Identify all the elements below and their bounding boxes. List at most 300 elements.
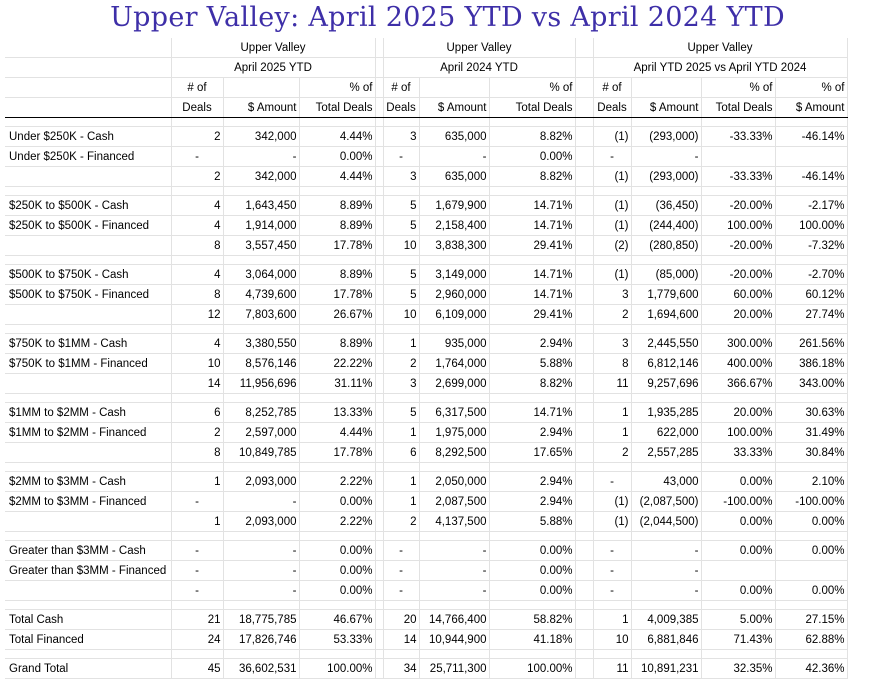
subtotal-row <box>5 236 847 256</box>
spacer-cell <box>631 187 701 196</box>
column-gap <box>575 472 593 492</box>
table-row <box>5 216 847 236</box>
value-cell: 46.67% <box>299 610 375 630</box>
value-cell: 0.00% <box>489 561 575 581</box>
spacer-cell <box>419 118 489 127</box>
value-cell: 2 <box>171 423 223 443</box>
spacer-cell <box>489 394 575 403</box>
value-cell: 6,881,846 <box>631 630 701 650</box>
value-cell: 1 <box>383 492 419 512</box>
subtotal-row <box>5 512 847 532</box>
value-cell: - <box>593 541 631 561</box>
header-blank-cell <box>5 58 171 78</box>
header-column-row <box>5 98 847 118</box>
column-gap <box>375 127 383 147</box>
value-cell: - <box>383 147 419 167</box>
value-cell: (2,044,500) <box>631 512 701 532</box>
value-cell: 2.22% <box>299 472 375 492</box>
spacer-row <box>5 187 847 196</box>
spacer-cell <box>383 256 419 265</box>
value-cell: 18,775,785 <box>223 610 299 630</box>
row-label: $250K to $500K - Cash <box>5 196 171 216</box>
spacer-cell <box>223 394 299 403</box>
spacer-cell <box>593 187 631 196</box>
value-cell: 41.18% <box>489 630 575 650</box>
row-label: $2MM to $3MM - Financed <box>5 492 171 512</box>
spacer-cell <box>701 256 775 265</box>
column-header <box>419 78 489 98</box>
spacer-cell <box>383 394 419 403</box>
value-cell: 3,838,300 <box>419 236 489 256</box>
value-cell: 3 <box>383 127 419 147</box>
header-period-row <box>5 58 847 78</box>
value-cell: 8 <box>593 354 631 374</box>
value-cell: 3 <box>383 374 419 394</box>
value-cell: 13.33% <box>299 403 375 423</box>
value-cell: 10,944,900 <box>419 630 489 650</box>
value-cell: 1,779,600 <box>631 285 701 305</box>
value-cell: 100.00% <box>489 659 575 679</box>
value-cell: 4,137,500 <box>419 512 489 532</box>
table-row <box>5 334 847 354</box>
row-label: $500K to $750K - Cash <box>5 265 171 285</box>
value-cell: 33.33% <box>701 443 775 463</box>
value-cell: 2,093,000 <box>223 472 299 492</box>
value-cell: - <box>171 541 223 561</box>
value-cell: 1 <box>383 334 419 354</box>
spacer-cell <box>5 463 171 472</box>
value-cell: (1) <box>593 492 631 512</box>
value-cell: (2,087,500) <box>631 492 701 512</box>
value-cell: - <box>171 581 223 601</box>
value-cell: 25,711,300 <box>419 659 489 679</box>
column-header: # of <box>171 78 223 98</box>
spacer-cell <box>419 325 489 334</box>
spacer-row <box>5 118 847 127</box>
spacer-cell <box>5 187 171 196</box>
value-cell: (1) <box>593 265 631 285</box>
column-header: $ Amount <box>775 98 847 118</box>
value-cell <box>775 561 847 581</box>
column-gap <box>575 492 593 512</box>
row-label: $500K to $750K - Financed <box>5 285 171 305</box>
spacer-cell <box>631 532 701 541</box>
group-label: Upper Valley <box>383 38 575 58</box>
spacer-cell <box>375 394 383 403</box>
value-cell: (1) <box>593 512 631 532</box>
spacer-cell <box>375 187 383 196</box>
header-blank-cell <box>5 98 171 118</box>
value-cell: 10,891,231 <box>631 659 701 679</box>
value-cell: 1 <box>593 423 631 443</box>
value-cell: 1,975,000 <box>419 423 489 443</box>
spacer-cell <box>171 650 223 659</box>
table-row <box>5 561 847 581</box>
value-cell: 2,960,000 <box>419 285 489 305</box>
table-row <box>5 354 847 374</box>
column-header <box>223 78 299 98</box>
value-cell: 5 <box>383 216 419 236</box>
row-label <box>5 512 171 532</box>
value-cell: 0.00% <box>775 541 847 561</box>
value-cell: 5 <box>383 403 419 423</box>
value-cell: 30.63% <box>775 403 847 423</box>
value-cell: 100.00% <box>701 423 775 443</box>
value-cell: 2 <box>593 443 631 463</box>
column-gap <box>375 38 383 58</box>
value-cell: 5 <box>383 285 419 305</box>
value-cell: 11 <box>593 374 631 394</box>
table-row <box>5 285 847 305</box>
value-cell: 29.41% <box>489 236 575 256</box>
value-cell: (1) <box>593 216 631 236</box>
value-cell: 24 <box>171 630 223 650</box>
value-cell: 53.33% <box>299 630 375 650</box>
column-gap <box>375 78 383 98</box>
spacer-cell <box>593 118 631 127</box>
value-cell: 1 <box>593 610 631 630</box>
value-cell: 22.22% <box>299 354 375 374</box>
value-cell: 8,252,785 <box>223 403 299 423</box>
column-gap <box>575 196 593 216</box>
value-cell <box>701 147 775 167</box>
value-cell: - <box>593 581 631 601</box>
value-cell: 1,679,900 <box>419 196 489 216</box>
column-header: Total Deals <box>701 98 775 118</box>
value-cell: 5.88% <box>489 512 575 532</box>
value-cell: 14.71% <box>489 265 575 285</box>
value-cell <box>701 561 775 581</box>
spacer-cell <box>489 256 575 265</box>
spacer-cell <box>631 463 701 472</box>
value-cell: 8.89% <box>299 334 375 354</box>
spacer-cell <box>419 256 489 265</box>
spacer-cell <box>489 463 575 472</box>
column-gap <box>375 216 383 236</box>
value-cell: 9,257,696 <box>631 374 701 394</box>
value-cell: 0.00% <box>299 147 375 167</box>
row-label: Total Financed <box>5 630 171 650</box>
value-cell: 5 <box>383 265 419 285</box>
spacer-cell <box>775 256 847 265</box>
value-cell: 29.41% <box>489 305 575 325</box>
spacer-cell <box>593 650 631 659</box>
header-blank-cell <box>5 38 171 58</box>
value-cell: 1,764,000 <box>419 354 489 374</box>
column-header: $ Amount <box>223 98 299 118</box>
value-cell: 45 <box>171 659 223 679</box>
row-label: Greater than $3MM - Financed <box>5 561 171 581</box>
value-cell: 8,576,146 <box>223 354 299 374</box>
value-cell: - <box>171 147 223 167</box>
value-cell: 4,009,385 <box>631 610 701 630</box>
spacer-cell <box>575 463 593 472</box>
value-cell: 100.00% <box>775 216 847 236</box>
spacer-cell <box>223 463 299 472</box>
spacer-cell <box>419 650 489 659</box>
value-cell: -100.00% <box>775 492 847 512</box>
value-cell: - <box>419 541 489 561</box>
spacer-row <box>5 256 847 265</box>
spacer-cell <box>775 187 847 196</box>
spacer-cell <box>631 394 701 403</box>
value-cell: 14 <box>383 630 419 650</box>
header-group-row <box>5 38 847 58</box>
spacer-cell <box>575 532 593 541</box>
column-gap <box>575 581 593 601</box>
value-cell: 635,000 <box>419 127 489 147</box>
value-cell: 342,000 <box>223 127 299 147</box>
value-cell: - <box>383 541 419 561</box>
spacer-row <box>5 325 847 334</box>
column-gap <box>375 443 383 463</box>
value-cell: 4 <box>171 334 223 354</box>
column-header <box>631 78 701 98</box>
value-cell: 4.44% <box>299 167 375 187</box>
spacer-cell <box>701 394 775 403</box>
value-cell: 2 <box>171 127 223 147</box>
value-cell: 17,826,746 <box>223 630 299 650</box>
value-cell: 635,000 <box>419 167 489 187</box>
spacer-cell <box>701 463 775 472</box>
value-cell: 342,000 <box>223 167 299 187</box>
value-cell: 12 <box>171 305 223 325</box>
row-label <box>5 581 171 601</box>
column-gap <box>575 403 593 423</box>
spacer-cell <box>701 650 775 659</box>
value-cell: - <box>419 147 489 167</box>
value-cell: 1,643,450 <box>223 196 299 216</box>
value-cell: 1 <box>383 423 419 443</box>
value-cell: 2.94% <box>489 334 575 354</box>
value-cell: 0.00% <box>299 561 375 581</box>
spacer-cell <box>775 650 847 659</box>
column-gap <box>375 98 383 118</box>
value-cell: 935,000 <box>419 334 489 354</box>
value-cell: 11 <box>593 659 631 679</box>
spacer-cell <box>489 187 575 196</box>
spacer-cell <box>223 325 299 334</box>
value-cell: -2.17% <box>775 196 847 216</box>
value-cell: 20.00% <box>701 305 775 325</box>
column-gap <box>575 265 593 285</box>
spacer-cell <box>575 394 593 403</box>
column-gap <box>575 147 593 167</box>
value-cell: 20 <box>383 610 419 630</box>
column-gap <box>375 354 383 374</box>
row-label <box>5 236 171 256</box>
table-row <box>5 610 847 630</box>
value-cell: (2) <box>593 236 631 256</box>
spacer-cell <box>299 394 375 403</box>
header-blank-cell <box>5 78 171 98</box>
value-cell: 400.00% <box>701 354 775 374</box>
spacer-row <box>5 394 847 403</box>
spacer-cell <box>775 118 847 127</box>
spacer-cell <box>383 650 419 659</box>
row-label: $250K to $500K - Financed <box>5 216 171 236</box>
value-cell: 3,149,000 <box>419 265 489 285</box>
value-cell: 10 <box>383 305 419 325</box>
value-cell: - <box>383 581 419 601</box>
value-cell: 300.00% <box>701 334 775 354</box>
column-gap <box>375 659 383 679</box>
spacer-cell <box>631 650 701 659</box>
column-gap <box>575 167 593 187</box>
value-cell: (85,000) <box>631 265 701 285</box>
value-cell: (293,000) <box>631 167 701 187</box>
row-label: $750K to $1MM - Cash <box>5 334 171 354</box>
column-gap <box>375 236 383 256</box>
spacer-cell <box>419 394 489 403</box>
column-header: Total Deals <box>299 98 375 118</box>
value-cell: 2,597,000 <box>223 423 299 443</box>
spacer-cell <box>375 650 383 659</box>
subtotal-row <box>5 167 847 187</box>
spacer-cell <box>171 532 223 541</box>
column-gap <box>375 285 383 305</box>
subtotal-row <box>5 443 847 463</box>
row-label: Greater than $3MM - Cash <box>5 541 171 561</box>
value-cell: 2,087,500 <box>419 492 489 512</box>
row-label: Under $250K - Cash <box>5 127 171 147</box>
row-label: Under $250K - Financed <box>5 147 171 167</box>
value-cell: 3 <box>383 167 419 187</box>
spacer-cell <box>223 256 299 265</box>
spacer-cell <box>383 187 419 196</box>
value-cell: 0.00% <box>701 541 775 561</box>
value-cell: 6,812,146 <box>631 354 701 374</box>
spacer-cell <box>419 187 489 196</box>
value-cell: 3,380,550 <box>223 334 299 354</box>
value-cell: 2.22% <box>299 512 375 532</box>
column-gap <box>575 334 593 354</box>
spacer-cell <box>575 187 593 196</box>
value-cell: 2,557,285 <box>631 443 701 463</box>
column-gap <box>575 561 593 581</box>
spacer-cell <box>489 532 575 541</box>
value-cell: 14.71% <box>489 403 575 423</box>
spacer-cell <box>383 463 419 472</box>
value-cell: -7.32% <box>775 236 847 256</box>
value-cell: (1) <box>593 167 631 187</box>
value-cell: 20.00% <box>701 403 775 423</box>
value-cell: 8.82% <box>489 167 575 187</box>
group-label: Upper Valley <box>593 38 847 58</box>
column-gap <box>375 305 383 325</box>
row-label: $2MM to $3MM - Cash <box>5 472 171 492</box>
value-cell: 8 <box>171 443 223 463</box>
value-cell: -20.00% <box>701 265 775 285</box>
spacer-cell <box>701 532 775 541</box>
value-cell: 8.82% <box>489 127 575 147</box>
spacer-row <box>5 650 847 659</box>
value-cell: 261.56% <box>775 334 847 354</box>
value-cell: 5 <box>383 196 419 216</box>
value-cell: 10 <box>171 354 223 374</box>
value-cell: 31.11% <box>299 374 375 394</box>
value-cell: 8,292,500 <box>419 443 489 463</box>
value-cell: (36,450) <box>631 196 701 216</box>
column-gap <box>375 541 383 561</box>
value-cell: - <box>631 561 701 581</box>
spacer-cell <box>701 325 775 334</box>
value-cell: 26.67% <box>299 305 375 325</box>
value-cell: -46.14% <box>775 127 847 147</box>
spacer-cell <box>5 325 171 334</box>
spacer-cell <box>701 187 775 196</box>
value-cell <box>775 147 847 167</box>
spacer-cell <box>631 256 701 265</box>
column-gap <box>575 216 593 236</box>
value-cell: 2,445,550 <box>631 334 701 354</box>
spacer-cell <box>299 256 375 265</box>
value-cell: 8.89% <box>299 265 375 285</box>
column-gap <box>375 561 383 581</box>
value-cell: 14.71% <box>489 216 575 236</box>
page-title: Upper Valley: April 2025 YTD vs April 2024 YTD <box>110 2 785 33</box>
column-header: % of <box>701 78 775 98</box>
value-cell: -20.00% <box>701 236 775 256</box>
value-cell: -2.70% <box>775 265 847 285</box>
value-cell: 6,109,000 <box>419 305 489 325</box>
value-cell: 8 <box>171 285 223 305</box>
value-cell: 27.15% <box>775 610 847 630</box>
row-label: $750K to $1MM - Financed <box>5 354 171 374</box>
column-header: % of <box>489 78 575 98</box>
value-cell: 2.10% <box>775 472 847 492</box>
value-cell: 1,694,600 <box>631 305 701 325</box>
value-cell: -100.00% <box>701 492 775 512</box>
value-cell: 17.78% <box>299 285 375 305</box>
value-cell: (1) <box>593 196 631 216</box>
period-label: April 2024 YTD <box>383 58 575 78</box>
value-cell: 10 <box>383 236 419 256</box>
spacer-cell <box>701 118 775 127</box>
value-cell: -20.00% <box>701 196 775 216</box>
value-cell: 0.00% <box>701 581 775 601</box>
value-cell: 34 <box>383 659 419 679</box>
column-gap <box>575 58 593 78</box>
value-cell: - <box>593 147 631 167</box>
group-label: Upper Valley <box>171 38 375 58</box>
column-gap <box>375 196 383 216</box>
value-cell: 6,317,500 <box>419 403 489 423</box>
value-cell: 0.00% <box>489 147 575 167</box>
value-cell: 4 <box>171 265 223 285</box>
spacer-cell <box>299 650 375 659</box>
value-cell: - <box>419 561 489 581</box>
value-cell: 4.44% <box>299 423 375 443</box>
value-cell: 3,064,000 <box>223 265 299 285</box>
column-header: # of <box>593 78 631 98</box>
value-cell: 36,602,531 <box>223 659 299 679</box>
value-cell: 60.12% <box>775 285 847 305</box>
column-gap <box>375 147 383 167</box>
value-cell: 17.78% <box>299 236 375 256</box>
table-row <box>5 492 847 512</box>
spacer-cell <box>489 650 575 659</box>
value-cell: 58.82% <box>489 610 575 630</box>
value-cell: 100.00% <box>299 659 375 679</box>
spacer-cell <box>171 118 223 127</box>
value-cell: -33.33% <box>701 167 775 187</box>
spacer-cell <box>631 325 701 334</box>
spacer-cell <box>223 532 299 541</box>
spacer-cell <box>5 532 171 541</box>
value-cell: 3,557,450 <box>223 236 299 256</box>
row-label <box>5 443 171 463</box>
